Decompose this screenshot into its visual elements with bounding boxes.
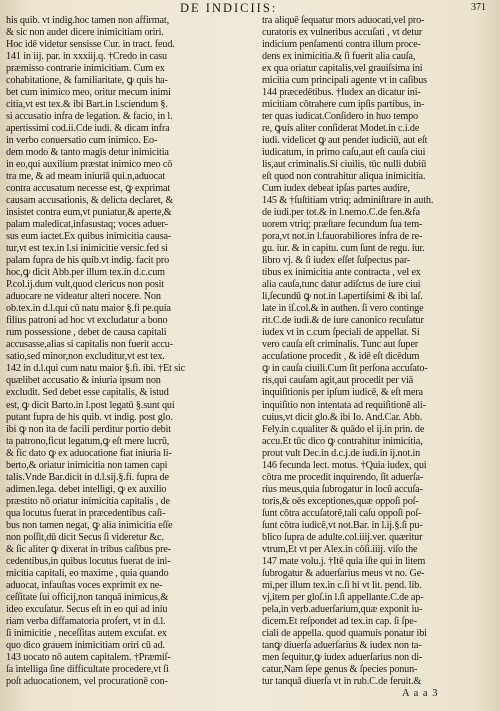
text-line: eſt quod non contrahitur aliqua inimicitia. (262, 171, 426, 183)
text-line: cedentibus,in quibus locutus fuerat de ini- (6, 555, 171, 567)
text-line: & fic dato ꝙ ex aduocatione fiat iniuria li- (6, 447, 172, 459)
text-line: in eo,qui auxilium præstat inimico meo cō (6, 159, 173, 171)
text-line: talis.Vnde Bar.dicit in d.l.sij.§.fi. fupra de (6, 471, 169, 483)
text-line: & ſic aliter ꝙ dixerat in tribus caſibus pre- (6, 543, 171, 555)
text-line: ideo excuſatur. Secus eſt in eo qui ad iniu (6, 603, 168, 615)
signature-mark: A a a 3 (402, 688, 439, 699)
text-line: ſunt cōtra iudicē,vt not.Bar. in l.ij.§.ſi pu- (262, 519, 423, 531)
text-line: blico ſupra de adulte.col.iiij.ver. quæritur (262, 531, 423, 543)
text-line: mi,per illum tex.in c.ſi hi vt lit. pend. lib. (262, 579, 422, 591)
text-line: sus eum iactet.Ex quibus inimicitia causa- (6, 231, 172, 243)
text-line: cohabitatione, & familiaritate, ꝙ quis ha- (6, 75, 168, 87)
text-line: pela,in verb.aduerſarium,quæ exponit iu- (262, 603, 423, 615)
text-line: vero cauſa eſt criminalis. Tunc aut ſuper (262, 339, 418, 351)
text-line: alia cauſa,tunc datur adiſctus de iure ciui (262, 279, 421, 291)
text-line: ꝙ in cauſa ciuili.Cum ſit perſona accuſato- (262, 363, 428, 375)
text-line: filius patroni ad hoc vt excludatur a bono (6, 315, 168, 327)
text-line: 145 & †ſuſtitiam vtriq; adminiſtrare in auth. (262, 195, 434, 207)
text-line: accuſatione procedit , & idē eſt dicēdum (262, 351, 420, 363)
text-line: præstito nō oriatur inimicitia capitalis , de (6, 495, 170, 507)
right-text-column (262, 15, 488, 687)
text-line: qua locutus fuerat in præcedentibus caſi- (6, 507, 166, 519)
text-line: 143 uocato nō autem capitalem. †Præmiſ- (6, 651, 171, 663)
text-line: vj,item per gloſ.in l.ſi appellante.C.de ap- (262, 591, 424, 603)
text-line: re, ꝙuis aliter conſiderat Modet.in c.i.de (262, 123, 420, 135)
text-line: iudicatum, in primo caſu,aut eſt cauſa ciui (262, 147, 426, 159)
text-line: non poſſit,dū dicit Secus ſi videretur &c. (6, 531, 164, 543)
text-line: iudex vt in c.cum ſpeciali de appellat. Si (262, 327, 420, 339)
text-line: bus non tamen negat, ꝙ alia inimicitia eſſe (6, 519, 173, 531)
text-line: tur tanquā diuerſa vt in rub.C.de feruit.& (262, 675, 422, 687)
text-line: Fely.in c.qualiter & quādo el ij.in prin. de (262, 423, 425, 435)
text-line: ciali de appella. quod quamuis ponatur ibi (262, 627, 427, 639)
text-line: Cum iudex debeat ipſas partes audire, (262, 183, 410, 195)
text-line: micitiam cōtrahere cum ipſis partibus, in- (262, 99, 425, 111)
page-number: 371 (471, 2, 486, 13)
text-line: his quib. vt indig.hoc tamen non affirmat, (6, 15, 169, 26)
text-line: men ſequitur,ꝙ iudex aduerſarius non di- (262, 651, 423, 663)
text-line: dens ex inimicitia.& ſi fuerit alia cauſa, (262, 51, 416, 63)
text-line: quo dico grauem inimicitiam oriri cū ad. (6, 639, 165, 651)
text-line: prout vult Dec.in d.c.j.de iudi.in ij.not.in (262, 447, 421, 459)
text-line: 144 præcedētibus. †Iudex an dicatur ini- (262, 87, 421, 99)
text-line: ex qua oriatur capitalis,vel grauiſsima ini (262, 63, 423, 75)
text-line: putant fupra de his quib. vt indig. post glo. (6, 411, 173, 423)
text-line: li,ſecundū ꝙ not.in l.apertiſsimi & ibi laſ. (262, 291, 423, 303)
text-line: rit.C.de iudi.& de iure canonico recuſatur (262, 315, 424, 327)
text-line: P.col.ij.dum vult,quod clericus non posit (6, 279, 164, 291)
text-line: riam verba diffamatoria profert, vt in d.l. (6, 615, 166, 627)
text-line: aduocare ne videatur alteri nocere. Non (6, 291, 161, 303)
text-line: berto,& oriatur inimicitia non tamen capi (6, 459, 168, 471)
text-line: late in iſ.col.& in authen. ſi vero continge (262, 303, 424, 315)
text-line: ris,qui cauſam agit,aut procedit per viā (262, 375, 414, 387)
text-line: causam accusationis, & delicta declaret, & (6, 195, 174, 207)
text-line: toris,& oēs exceptiones,quæ oppoſi poſ- (262, 495, 419, 507)
text-line: inquiſitio non intentata ad requiſitionē ali- (262, 399, 426, 411)
text-line: pora,vt not.in l.fauorabiliores infra de re- (262, 231, 423, 243)
left-text-column (6, 15, 224, 687)
text-line: dem modo & tanto magis detur inimicitia (6, 147, 169, 159)
text-line: accu.Et tūc dico ꝙ contrahitur inimicitia, (262, 435, 423, 447)
text-line: & sic non audet dicere inimicitiam oriri. (6, 27, 164, 39)
text-line: de iudi.per tot.& in l.nemo.C.de fen.&fa (262, 207, 420, 219)
text-line: palam maledicat,infasustaq; voces aduer- (6, 219, 168, 231)
page-header (0, 2, 500, 16)
text-line: tur,vt est tex.in l.si inimicitie versic.fed si (6, 243, 168, 255)
text-line: insistet contra eum,vt puniatur,& aperte,& (6, 207, 172, 219)
text-line: palam fupra de his quib.vt indig. facit pro (6, 255, 170, 267)
text-line: apertissimi cod.ii.Cde iudi. & dicam infra (6, 123, 170, 135)
text-line: aduocat, infauſtas voces exprimit ex ne- (6, 579, 163, 591)
text-line: libro vj. & ſi iudex eſſet ſuſpectus par- (262, 255, 411, 267)
text-line: dicem.Et reſpondet ad tex.in cap. ſi ſpe- (262, 615, 417, 627)
text-line: catur,Nam ſepe genus & ſpecies ponun- (262, 663, 418, 675)
text-line: cuius,vt dicit glo.& ibi Io. And.Car. Abb. (262, 411, 423, 423)
text-line: hoc,ꝙ dicit Abb.per illum tex.in d.c.cum (6, 267, 165, 279)
running-head-title: DE INDICIIS: (180, 1, 278, 15)
text-line: contra accusatum necesse est, ꝙ exprimat (6, 183, 171, 195)
text-line: rius meus,quia ſubrogatur in locū accuſa- (262, 483, 423, 495)
text-line: uorem vtriq; præſtare fecundum ſua tem- (262, 219, 423, 231)
text-line: tra me, & ad meam iniuriā qui.n,aduocat (6, 171, 166, 183)
text-line: accusasse,alias si capitalis non fuerit accu- (6, 339, 173, 351)
text-line: ta patrono,ficut legatum,ꝙ eſt mere lucrū, (6, 435, 170, 447)
text-line: tra aliquē ſequatur mors aduocati,vel pro- (262, 15, 425, 26)
text-line: ſubrogatur & aduerſarius meus vt no. Ge- (262, 567, 425, 579)
text-line: vtrum,Et vt per Alex.in cōſi.iiij. viſo the (262, 543, 418, 555)
text-line: citia,vt est tex.& ibi Bart.in l.sciendum §. (6, 99, 168, 111)
text-line: 141 in iij. par. in xxxiij.q. †Credo in casu (6, 51, 167, 63)
text-line: 146 fecunda lect. motus. †Quia iudex, qui (262, 459, 427, 471)
text-line: ibi ꝙ non ita de facili perditur portio debit (6, 423, 171, 435)
text-line: gu. iur. & in capitu. cum ſunt de regu. iur. (262, 243, 425, 255)
text-line: curatoris ex vulneribus accuſati , vt detur (262, 27, 423, 39)
text-line: quælibet accusatio & iniuria ipsum non (6, 375, 161, 387)
text-line: rum possessione , debet de causa capitali (6, 327, 167, 339)
text-line: ceſſitate ſui officij,non tanquā inimicus,& (6, 591, 168, 603)
text-line: præmisso contrarie inimicitiam. Cum ex (6, 63, 165, 75)
text-line: si accusatio infra de legation. & facio, in l. (6, 111, 173, 123)
text-line: inquiſitionis per ipſum iudicē, & eſt mera (262, 387, 423, 399)
text-line: micitia cum principali agente vt in caſibus (262, 75, 427, 87)
text-line: satio,sed minor,non excluditur,vt est tex. (6, 351, 165, 363)
text-line: ob.tex.in d.l.qui cū natu maior §.fi pe.quia (6, 303, 171, 315)
text-line: in verbo conuersatio cum inimico. Eo- (6, 135, 158, 147)
text-line: ter quas iudicat.Conſidero in h̄uo tempo (262, 111, 418, 123)
text-line: cōtra me procedit inquirendo, ſit aduerſa- (262, 471, 424, 483)
text-line: indicium penſamenti contra illum proce- (262, 39, 421, 51)
text-line: lis,aut criminalis.Si ciuilis, tūc nulli dubiū (262, 159, 427, 171)
text-line: bet cum inimico meo, oritur mecum inimi (6, 87, 171, 99)
text-line: tanꝙ diuerſa aduerſarius & iudex non ta- (262, 639, 422, 651)
text-line: adimen.lega. debet intelligi, ꝙ ex auxilio (6, 483, 167, 495)
text-line: iudi. videlicet ꝙ aut pendet iudiciū, aut eſt (262, 135, 428, 147)
text-line: tibus ex inimicitia ante contracta , vel ex (262, 267, 421, 279)
text-line: ſi inimicitie , neceſſitas autem excuſat. ex (6, 627, 167, 639)
text-line: 147 mate volu.j. †Itē quia iſte qui in litem (262, 555, 426, 567)
text-line: excludit. Sed debet esse capitalis, & istud (6, 387, 169, 399)
text-line: est, ꝙ dicit Barto.in l.post legatū §.sunt qui (6, 399, 175, 411)
text-line: poſt aduocationem, vel procurationē con- (6, 675, 168, 687)
text-line: Hoc idē videtur sensisse Cur. in tract. feud. (6, 39, 175, 51)
text-line: 142 in d.l.qui cum natu maior §.fi. ibi. †Et sic (6, 363, 185, 375)
text-line: ſa intelliga ſine difficultate procedere,vt ſi (6, 663, 169, 675)
text-line: ſunt cōtra accuſatorē,tali caſu oppoſi poſ- (262, 507, 422, 519)
text-line: micitia capitali, eo maxime , quia quando (6, 567, 169, 579)
